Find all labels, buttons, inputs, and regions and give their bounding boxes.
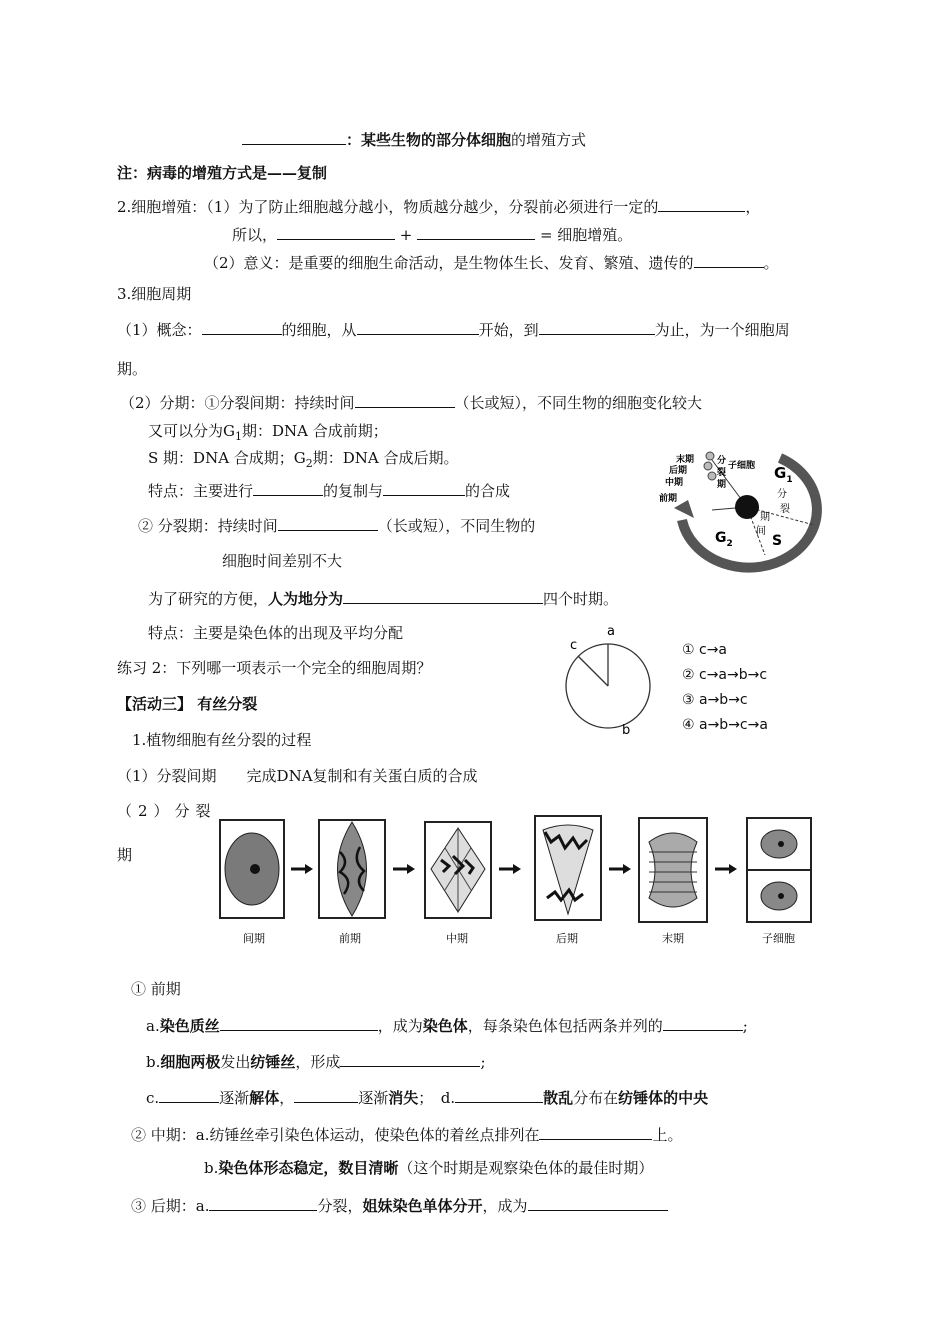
division-label-2: 期 bbox=[117, 846, 133, 864]
radius-line bbox=[578, 656, 608, 686]
cycle-center bbox=[735, 495, 759, 519]
answer-blank[interactable] bbox=[343, 587, 543, 604]
stage-label: 后期 bbox=[556, 932, 578, 945]
arrow-head-icon bbox=[623, 864, 631, 874]
option-1: ① c→a bbox=[682, 642, 728, 658]
answer-blank[interactable] bbox=[539, 1123, 652, 1140]
answer-blank[interactable] bbox=[355, 391, 455, 408]
option-2: ② c→a→b→c bbox=[682, 667, 768, 683]
s-phase-line: S 期：DNA 合成期；$G_2$期：DNA 合成后期。 bbox=[148, 449, 459, 470]
option-4: ④ a→b→c→a bbox=[682, 717, 768, 733]
stage-label: 前期 bbox=[339, 932, 361, 945]
svg-text:分: 分 bbox=[777, 489, 787, 500]
note-line: 注：病毒的增殖方式是——复制 bbox=[117, 164, 328, 182]
stage-label: 中期 bbox=[446, 932, 468, 945]
answer-blank[interactable] bbox=[658, 195, 745, 212]
arrow-head-icon bbox=[407, 864, 415, 874]
svg-text:间: 间 bbox=[756, 526, 766, 537]
prophase-a: a.染色质丝 ，成为染色体，每条染色体包括两条并列的 ; bbox=[146, 1014, 748, 1036]
svg-text:后期: 后期 bbox=[669, 466, 688, 476]
arrow-head-icon bbox=[305, 864, 313, 874]
svg-text:期: 期 bbox=[717, 480, 727, 490]
nucleolus bbox=[778, 841, 784, 847]
interphase-line: （1）分裂间期 完成DNA复制和有关蛋白质的合成 bbox=[117, 767, 478, 785]
stage-label: 末期 bbox=[662, 932, 684, 945]
answer-blank[interactable] bbox=[253, 479, 323, 496]
arrow-head-icon bbox=[513, 864, 521, 874]
answer-blank[interactable] bbox=[220, 1014, 378, 1031]
concept-line: （1）概念： 的细胞，从 开始，到 为止，为一个细胞周 bbox=[117, 318, 790, 340]
svg-text:a: a bbox=[607, 624, 615, 639]
proliferation-line-3: （2）意义：是重要的细胞生命活动，是生物体生长、发育、繁殖、遗传的 。 bbox=[204, 251, 779, 273]
svg-text:b: b bbox=[622, 723, 631, 738]
answer-blank[interactable] bbox=[357, 318, 479, 335]
anaphase-a: ③ 后期：a. 分裂，姐妹染色单体分开，成为 bbox=[131, 1194, 668, 1216]
answer-blank[interactable] bbox=[340, 1050, 480, 1067]
answer-blank[interactable] bbox=[294, 1086, 358, 1103]
exercise-cycle-circle bbox=[560, 620, 670, 745]
stages-line: （2）分期：①分裂间期：持续时间 （长或短），不同生物的细胞变化较大 bbox=[120, 391, 702, 413]
svg-text:S: S bbox=[772, 533, 783, 549]
answer-blank[interactable] bbox=[159, 1086, 219, 1103]
metaphase-b: b.染色体形态稳定，数目清晰（这个时期是观察染色体的最佳时期） bbox=[204, 1159, 654, 1177]
answer-blank[interactable] bbox=[694, 251, 764, 268]
cell-cycle-heading: 3.细胞周期 bbox=[117, 285, 192, 303]
svg-text:子细胞: 子细胞 bbox=[728, 461, 756, 471]
cycle-label-g2: $G_2$ bbox=[715, 530, 733, 549]
cell-stage-icon bbox=[708, 472, 716, 480]
answer-blank[interactable] bbox=[242, 128, 346, 145]
answer-blank[interactable] bbox=[209, 1194, 317, 1211]
stage-label: 子细胞 bbox=[762, 932, 795, 945]
nucleolus bbox=[778, 893, 784, 899]
concept-line-2: 期。 bbox=[117, 360, 148, 378]
svg-text:裂: 裂 bbox=[780, 504, 790, 515]
answer-blank[interactable] bbox=[528, 1194, 668, 1211]
proliferation-line-1: 2.细胞增殖：（1）为了防止细胞越分越小，物质越分越少，分裂前必须进行一定的 ， bbox=[117, 195, 760, 217]
svg-text:裂: 裂 bbox=[717, 468, 727, 478]
g1-line: 又可以分为$G_1$期：DNA 合成前期； bbox=[148, 422, 388, 443]
stage-label: 间期 bbox=[243, 932, 265, 945]
page-title: ：某些生物的部分体细胞的增殖方式 bbox=[242, 128, 586, 150]
nucleolus bbox=[250, 864, 260, 874]
svg-text:c: c bbox=[570, 638, 578, 653]
svg-text:分: 分 bbox=[717, 456, 727, 466]
four-periods-line: 为了研究的方便，人为地分为 四个时期。 bbox=[148, 587, 618, 609]
prophase-heading: ① 前期 bbox=[131, 980, 181, 998]
svg-text:末期: 末期 bbox=[676, 455, 695, 465]
division-label: （2）分裂 bbox=[117, 802, 217, 820]
exercise-2-question: 练习 2：下列哪一项表示一个完全的细胞周期？ bbox=[117, 659, 432, 677]
answer-blank[interactable] bbox=[417, 223, 535, 240]
plant-mitosis-heading: 1.植物细胞有丝分裂的过程 bbox=[132, 731, 312, 749]
activity-3-heading: 【活动三】 有丝分裂 bbox=[117, 695, 258, 713]
answer-blank[interactable] bbox=[202, 318, 282, 335]
answer-blank[interactable] bbox=[455, 1086, 543, 1103]
answer-blank[interactable] bbox=[277, 223, 395, 240]
arrow-head-icon bbox=[729, 864, 737, 874]
metaphase-a: ② 中期：a.纺锤丝牵引染色体运动，使染色体的着丝点排列在 上。 bbox=[131, 1123, 683, 1145]
cell-stage-icon bbox=[704, 462, 712, 470]
svg-text:期: 期 bbox=[760, 512, 770, 523]
prophase-cd: c. 逐渐解体， 逐渐消失； d. 散乱分布在纺锤体的中央 bbox=[146, 1086, 708, 1108]
svg-text:前期: 前期 bbox=[659, 494, 678, 504]
division-phase-line: ② 分裂期：持续时间 （长或短），不同生物的 bbox=[138, 514, 535, 536]
cell-cycle-diagram bbox=[650, 440, 830, 585]
answer-blank[interactable] bbox=[383, 479, 465, 496]
answer-blank[interactable] bbox=[663, 1014, 743, 1031]
interphase-feature-line: 特点：主要进行 的复制与 的合成 bbox=[148, 479, 510, 501]
option-3: ③ a→b→c bbox=[682, 692, 748, 708]
answer-blank[interactable] bbox=[278, 514, 378, 531]
mitosis-stages-diagram bbox=[215, 812, 825, 952]
daughter-cell-icon bbox=[706, 452, 714, 460]
cycle-label-g1: $G_1$ bbox=[774, 464, 793, 485]
division-feature-line: 特点：主要是染色体的出现及平均分配 bbox=[148, 624, 404, 642]
division-phase-line-2: 细胞时间差别不大 bbox=[222, 552, 343, 570]
prophase-b: b.细胞两极发出纺锤丝，形成 ; bbox=[146, 1050, 486, 1072]
svg-text:中期: 中期 bbox=[665, 478, 684, 488]
answer-blank[interactable] bbox=[539, 318, 655, 335]
telophase-body bbox=[649, 833, 697, 907]
proliferation-line-2: 所以， + = 细胞增殖。 bbox=[232, 223, 632, 245]
